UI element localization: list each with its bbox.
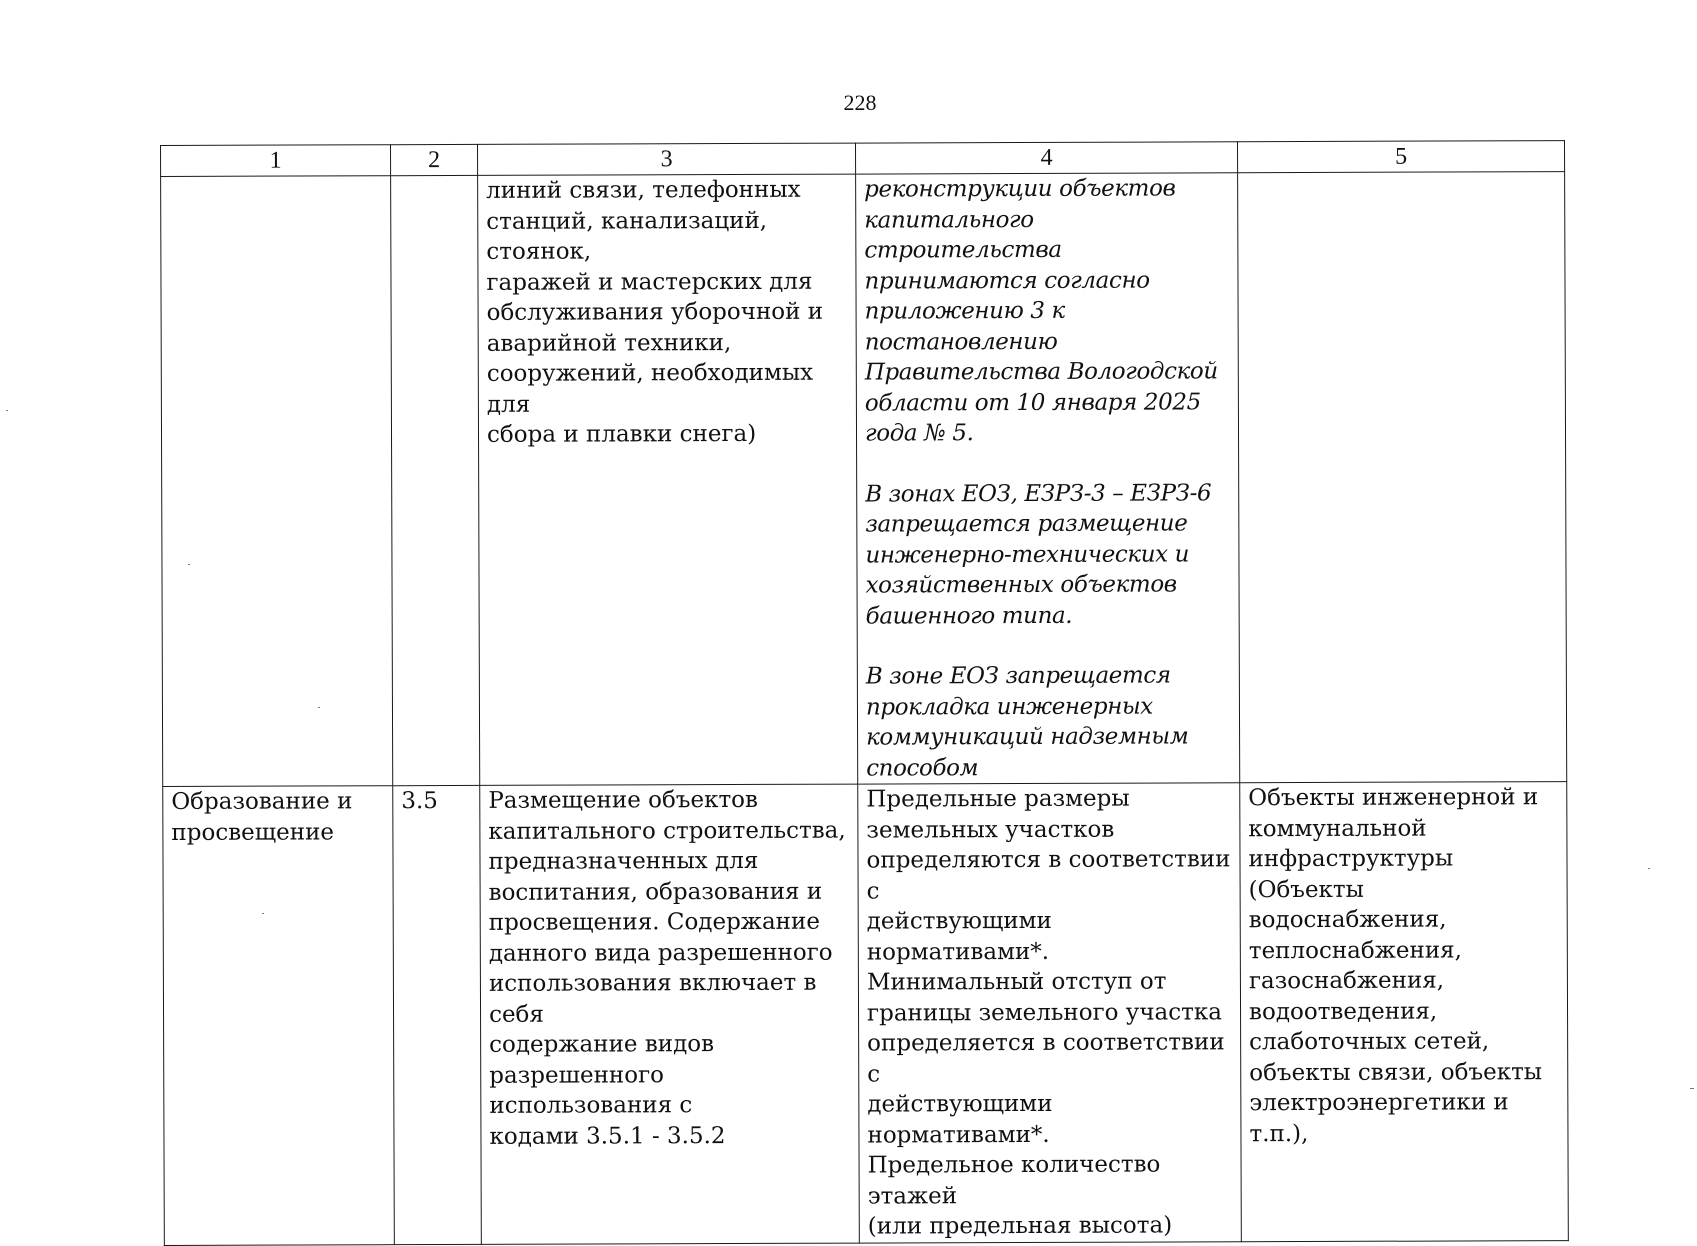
scan-speck (1648, 868, 1650, 869)
table-header-row (161, 141, 1565, 177)
code-text: 3.5 (401, 788, 438, 815)
table-cell-description (478, 174, 858, 785)
scan-speck (1690, 1088, 1694, 1089)
column-header-5: 5 (1237, 141, 1564, 173)
column-header-3: 3 (477, 143, 855, 175)
description-text: линий связи, телефонных станций, канализаций, стоянок, гаражей и мастерских для обслуживания уборочной и аварийной техники, сооружений, необходимых для сбора и плавки снега) (486, 176, 824, 448)
table-row (161, 172, 1567, 787)
table-cell-use-type (161, 176, 393, 787)
table-cell-description (480, 784, 860, 1244)
parameters-paragraph: В зонах ЕОЗ, ЕЗРЗ-3 – ЕЗРЗ-6 запрещается размещение инженерно-технических и хозяйственных объектов башенного типа. (865, 479, 1212, 630)
table-cell-use-type (163, 786, 395, 1245)
table-row (163, 782, 1569, 1245)
parameters-text: Предельные размеры земельных участков определяются в соответствии с действующими нормативами*. Минимальный отступ от границы земельного участка определяется в соответствии с действующими нормативами*. Предельное количество этажей (или предельная высота) (866, 785, 1231, 1240)
scan-speck (262, 913, 264, 914)
scan-speck (6, 410, 8, 411)
table-cell-auxiliary (1238, 172, 1567, 783)
column-header-2: 2 (391, 144, 478, 175)
table-cell-code (393, 785, 482, 1244)
scan-speck (188, 564, 190, 565)
parameters-paragraph: В зоне ЕОЗ запрещается прокладка инженерных коммуникаций надземным способом (865, 662, 1189, 782)
page-number: 228 (843, 90, 877, 115)
table-cell-code (391, 175, 480, 785)
parameters-paragraph: реконструкции объектов капитального строительства принимаются согласно приложению 3 к постановлению Правительства Вологодской области от 10 января 2025 года № 5. (864, 175, 1218, 447)
table-cell-parameters (856, 173, 1240, 784)
column-header-4: 4 (855, 142, 1237, 174)
use-type-text: Образование и просвещение (171, 788, 353, 846)
regulations-table (160, 140, 1569, 1245)
auxiliary-text: Объекты инженерной и коммунальной инфраструктуры (Объекты водоснабжения, теплоснабжения, газоснабжения, водоотведения, слаботочных сетей, объекты связи, объекты электроэнергетики и т.п.), (1248, 784, 1543, 1147)
table-cell-parameters (858, 783, 1242, 1243)
scan-speck (318, 707, 320, 708)
column-header-1: 1 (161, 145, 391, 177)
description-text: Размещение объектов капитального строительства, предназначенных для воспитания, образования и просвещения. Содержание данного вида разрешенного использования включает в себя содержание видов разрешенного использования с кодами 3.5.1 - 3.5.2 (488, 786, 846, 1150)
table-cell-auxiliary (1240, 782, 1569, 1242)
